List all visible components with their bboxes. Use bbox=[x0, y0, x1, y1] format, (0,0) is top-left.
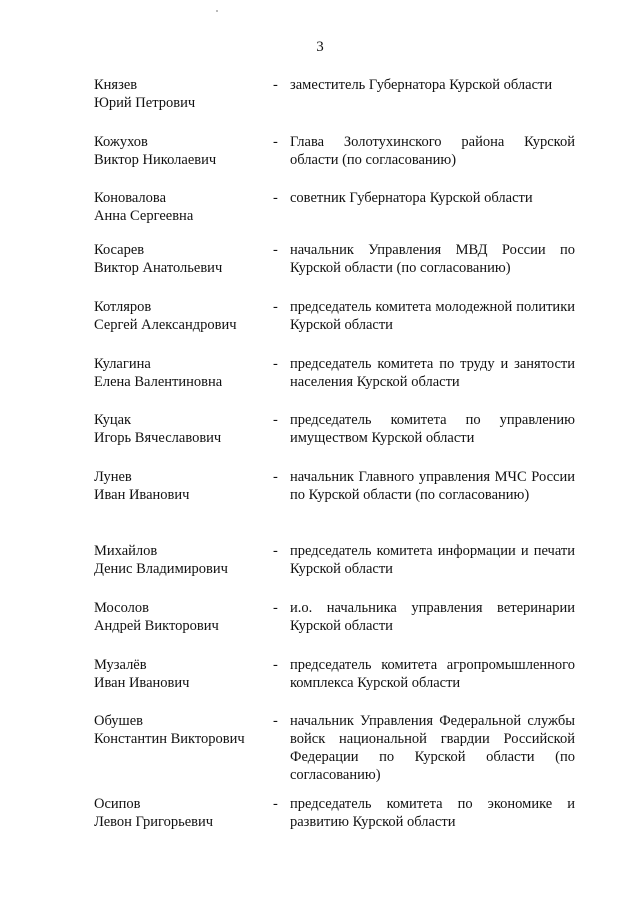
person-role: советник Губернатора Курской области bbox=[290, 190, 533, 206]
person-surname: Котляров bbox=[94, 299, 152, 315]
person-given-name: Иван Иванович bbox=[94, 675, 190, 691]
dash-separator: - bbox=[273, 242, 278, 258]
person-role: председатель комитета по управлению имуществом Курской области bbox=[290, 412, 575, 446]
person-name bbox=[94, 355, 274, 391]
person-surname: Куцак bbox=[94, 412, 132, 428]
person-role: председатель комитета по труду и занятости населения Курской области bbox=[290, 356, 575, 390]
person-name bbox=[94, 298, 274, 334]
person-surname: Музалёв bbox=[94, 657, 147, 673]
person-surname: Коновалова bbox=[94, 190, 167, 206]
person-given-name: Денис Владимирович bbox=[94, 561, 228, 577]
person-surname: Осипов bbox=[94, 796, 141, 812]
person-given-name: Анна Сергеевна bbox=[94, 208, 194, 224]
person-given-name: Виктор Николаевич bbox=[94, 152, 217, 168]
person-surname: Косарев bbox=[94, 242, 145, 258]
dash-separator: - bbox=[273, 469, 278, 485]
person-role: председатель комитета агропромышленного комплекса Курской области bbox=[290, 657, 575, 691]
person-surname: Князев bbox=[94, 77, 138, 93]
person-surname: Кожухов bbox=[94, 134, 148, 150]
person-surname: Михайлов bbox=[94, 543, 158, 559]
person-given-name: Левон Григорьевич bbox=[94, 814, 214, 830]
person-name bbox=[94, 542, 274, 578]
dash-separator: - bbox=[273, 713, 278, 729]
person-role: и.о. начальника управления ветеринарии Курской области bbox=[290, 600, 575, 634]
person-name bbox=[94, 599, 274, 635]
person-role: заместитель Губернатора Курской области bbox=[290, 77, 553, 93]
person-surname: Мосолов bbox=[94, 600, 149, 616]
person-given-name: Игорь Вячеславович bbox=[94, 430, 222, 446]
person-surname: Лунев bbox=[94, 469, 132, 485]
person-surname: Кулагина bbox=[94, 356, 151, 372]
person-role: начальник Главного управления МЧС России по Курской области (по согласованию) bbox=[290, 469, 575, 503]
dash-separator: - bbox=[273, 600, 278, 616]
person-role: председатель комитета по экономике и развитию Курской области bbox=[290, 796, 575, 830]
dash-separator: - bbox=[273, 796, 278, 812]
person-name bbox=[94, 189, 274, 225]
person-role: начальник Управления МВД России по Курской области (по согласованию) bbox=[290, 242, 575, 276]
dash-separator: - bbox=[273, 543, 278, 559]
dash-separator: - bbox=[273, 412, 278, 428]
person-surname: Обушев bbox=[94, 713, 143, 729]
person-name bbox=[94, 76, 274, 112]
person-name bbox=[94, 795, 274, 831]
person-role: председатель комитета информации и печати Курской области bbox=[290, 543, 575, 577]
person-name bbox=[94, 133, 274, 169]
dash-separator: - bbox=[273, 657, 278, 673]
person-name bbox=[94, 411, 274, 447]
person-name bbox=[94, 241, 274, 277]
person-role: председатель комитета молодежной политики Курской области bbox=[290, 299, 575, 333]
person-given-name: Виктор Анатольевич bbox=[94, 260, 223, 276]
person-role: начальник Управления Федеральной службы войск национальной гвардии Российской Федерации по Курской области (по согласованию) bbox=[290, 713, 575, 783]
dash-separator: - bbox=[273, 299, 278, 315]
dash-separator: - bbox=[273, 77, 278, 93]
scan-speck bbox=[216, 10, 218, 12]
person-given-name: Константин Викторович bbox=[94, 731, 245, 747]
person-role: Глава Золотухинского района Курской области (по согласованию) bbox=[290, 134, 575, 168]
person-name bbox=[94, 656, 274, 692]
person-given-name: Елена Валентиновна bbox=[94, 374, 223, 390]
person-name bbox=[94, 468, 274, 504]
dash-separator: - bbox=[273, 356, 278, 372]
dash-separator: - bbox=[273, 190, 278, 206]
page-number: 3 bbox=[316, 39, 324, 55]
dash-separator: - bbox=[273, 134, 278, 150]
person-name bbox=[94, 712, 274, 748]
person-given-name: Юрий Петрович bbox=[94, 95, 196, 111]
person-given-name: Иван Иванович bbox=[94, 487, 190, 503]
person-given-name: Андрей Викторович bbox=[94, 618, 219, 634]
person-given-name: Сергей Александрович bbox=[94, 317, 237, 333]
